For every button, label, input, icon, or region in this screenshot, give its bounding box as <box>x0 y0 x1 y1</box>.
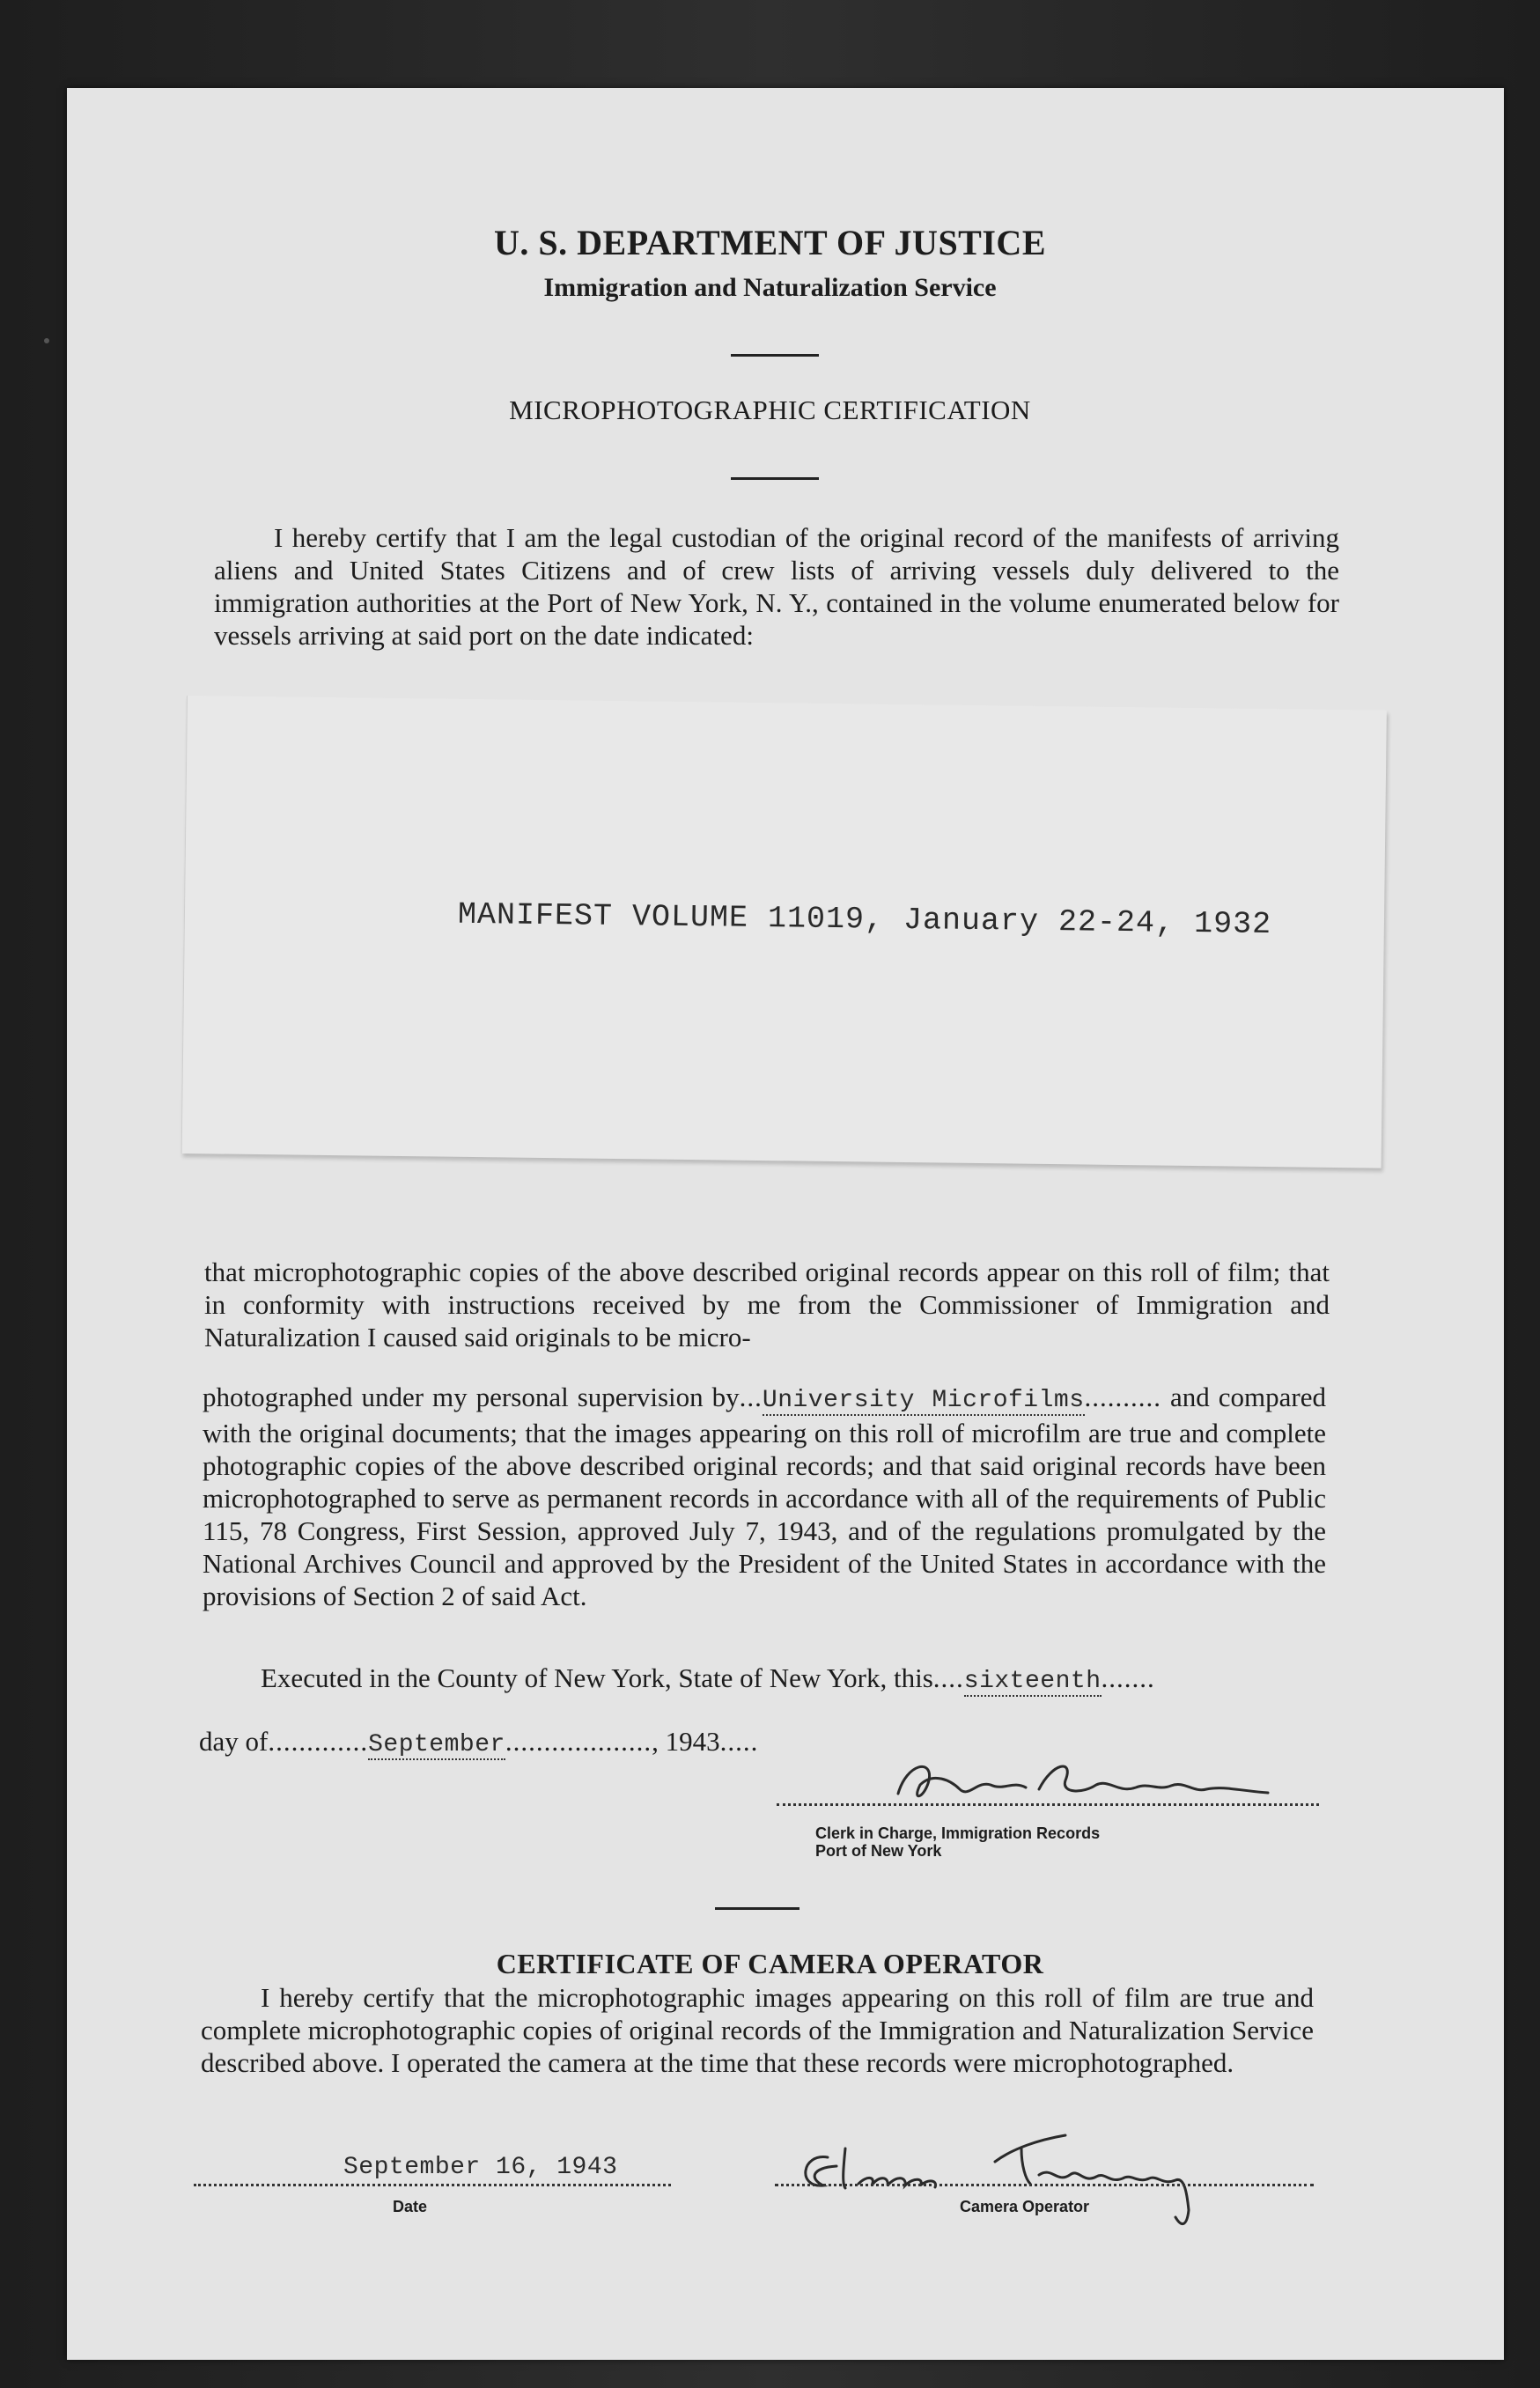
executed-year: 1943 <box>665 1726 720 1757</box>
camera-certificate-paragraph <box>201 1981 1314 2079</box>
operator-caption: Camera Operator <box>960 2198 1090 2215</box>
day-of-text: day of <box>199 1726 269 1757</box>
clerk-signature-line <box>777 1803 1319 1806</box>
section-title: MICROPHOTOGRAPHIC CERTIFICATION <box>509 394 1031 425</box>
camera-divider <box>715 1907 799 1910</box>
camera-certificate-text: I hereby certify that the microphotographic images appearing on this roll of film are true and complete microphotographic copies of original records of the Immigration and Naturalization Service described above. I operated the camera at the time that these records were microphotographed. <box>201 1982 1314 2078</box>
operator-signature <box>775 2113 1286 2237</box>
manifest-volume-text: MANIFEST VOLUME 11019, January 22-24, 1932 <box>457 896 1272 943</box>
clerk-caption <box>815 1824 1100 1860</box>
executed-line: Executed in the County of New York, State of New York, this....sixteenth....... <box>261 1662 1155 1695</box>
clerk-caption-title: Clerk in Charge, Immigration Records <box>815 1824 1101 1842</box>
executed-text: Executed in the County of New York, State of New York, this <box>261 1662 933 1693</box>
microphotographic-paragraph: that microphotographic copies of the above described original records appear on this roll of film; that in conformity with instructions received by me from the Commissioner of Immigration and Naturalization I caused said originals to be micro- <box>204 1257 1330 1352</box>
operator-signature-line <box>775 2184 1314 2186</box>
day-of-line: day of.............September..................., 1943..... <box>199 1726 759 1758</box>
executed-day: sixteenth <box>963 1668 1102 1695</box>
custodian-paragraph-text: I hereby certify that I am the legal custodian of the original record of the manifests of arriving aliens and United States Citizens and of crew lists of arriving vessels duly delivered to the immigration authorities at the Port of New York, N. Y., contained in the volume enumerated below for vessels arriving at said port on the date indicated: <box>214 522 1339 651</box>
clerk-caption-port: Port of New York <box>815 1842 942 1860</box>
camera-date-value: September 16, 1943 <box>343 2154 618 2181</box>
camera-certificate-title: CERTIFICATE OF CAMERA OPERATOR <box>496 1948 1044 1979</box>
executed-month: September <box>368 1731 505 1758</box>
scan-speck <box>44 338 49 343</box>
supervision-paragraph: photographed under my personal supervision by...University Microfilms.......... and compared with the original documents; that the images appearing on this roll of microfilm are true and complete photographic copies of the above described original records; and that said original records have been microphotographed to serve as permanent records in accordance with all of the requirements of Public 115, 78 Congress, First Session, approved July 7, 1943, and of the regulations promulgated by the National Archives Council and approved by the President of the United States in accordance with the provisions of Section 2 of said Act. <box>203 1382 1327 1611</box>
supervision-rest-text: and compared with the original documents; that the images appearing on this roll of microfilm are true and complete photographic copies of the above described original records; and that said original records have been microphotographed to serve as permanent records in accordance with all of the requirements of Public 115, 78 Congress, First Session, approved July 7, 1943, and of the regulations promulgated by the National Archives Council and approved by the President of the United States in accordance with the provisions of Section 2 of said Act. <box>203 1382 1327 1611</box>
service-subheading: Immigration and Naturalization Service <box>543 273 997 302</box>
supervision-lead-text: photographed under my personal supervision by <box>203 1382 740 1412</box>
date-line <box>194 2184 671 2186</box>
custodian-paragraph <box>214 521 1339 652</box>
heading-divider-top <box>731 354 819 357</box>
manifest-volume-label <box>181 696 1387 1168</box>
date-caption: Date <box>393 2198 428 2215</box>
department-heading: U. S. DEPARTMENT OF JUSTICE <box>494 223 1046 262</box>
heading-divider-bottom <box>731 477 819 480</box>
clerk-signature <box>881 1754 1286 1816</box>
microfilm-company: University Microfilms <box>762 1387 1085 1414</box>
